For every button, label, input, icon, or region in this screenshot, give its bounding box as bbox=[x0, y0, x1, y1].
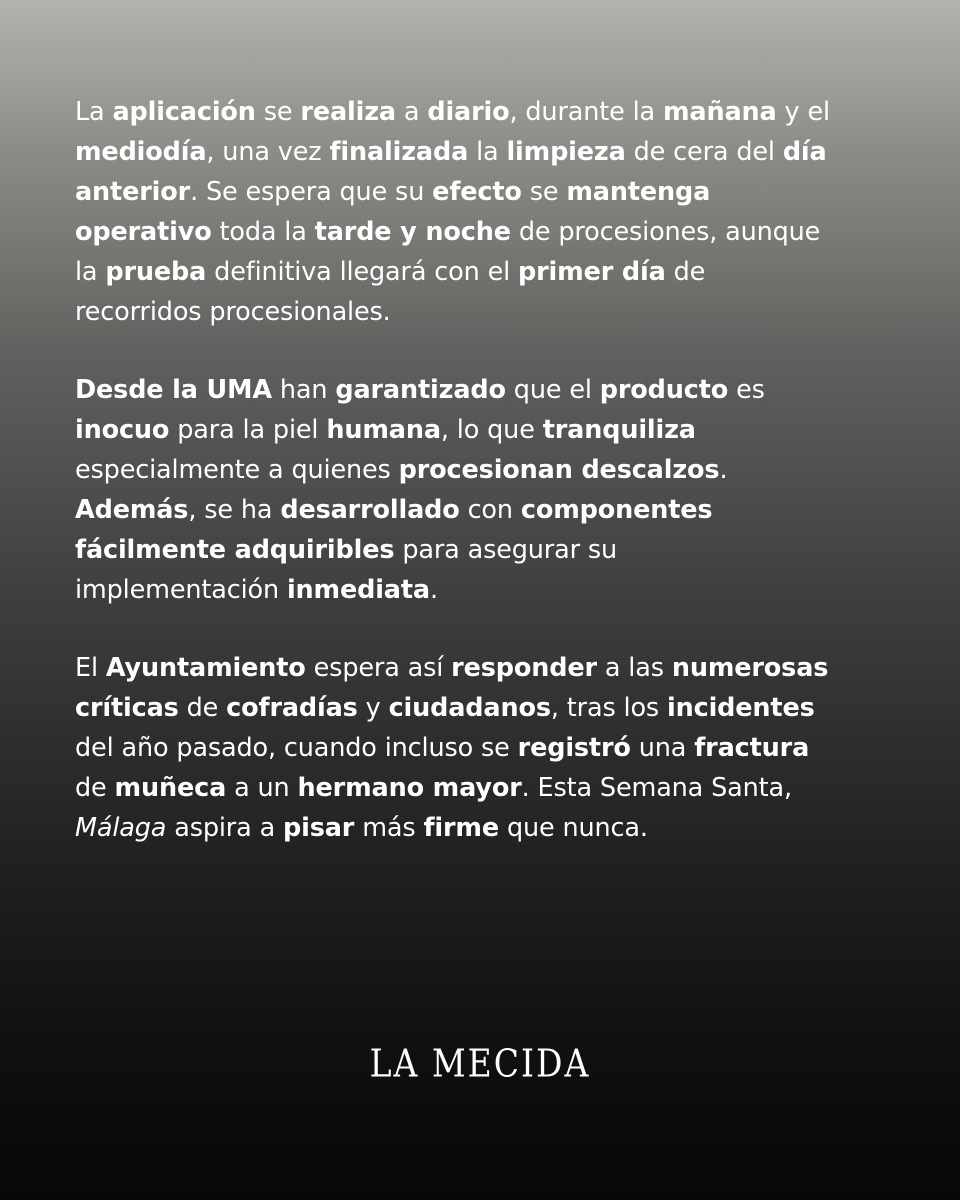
text-run: , una vez bbox=[206, 137, 330, 167]
text-run: la bbox=[468, 137, 507, 167]
text-line bbox=[75, 728, 895, 768]
text-run: con bbox=[459, 495, 521, 525]
bold-text: desarrollado bbox=[280, 495, 460, 525]
bold-text: primer día bbox=[518, 257, 666, 287]
bold-text: componentes bbox=[520, 495, 713, 525]
paragraph bbox=[75, 92, 895, 332]
bold-text: responder bbox=[451, 653, 597, 683]
article-body bbox=[75, 92, 895, 886]
text-line bbox=[75, 688, 895, 728]
text-run: , tras los bbox=[550, 693, 668, 723]
text-run: , se ha bbox=[188, 495, 281, 525]
text-run: aspira a bbox=[166, 813, 284, 843]
brand-logo-text: LA MECIDA bbox=[369, 1041, 591, 1086]
bold-text: cofradías bbox=[226, 693, 358, 723]
text-run: de bbox=[178, 693, 227, 723]
text-run: se bbox=[521, 177, 567, 207]
text-line bbox=[75, 450, 895, 490]
bold-text: fácilmente adquiribles bbox=[75, 535, 395, 565]
bold-text: ciudadanos bbox=[388, 693, 551, 723]
text-run: implementación bbox=[75, 575, 287, 605]
text-line bbox=[75, 212, 895, 252]
bold-text: muñeca bbox=[114, 773, 227, 803]
bold-text: Además bbox=[75, 495, 189, 525]
text-run: , lo que bbox=[440, 415, 543, 445]
bold-text: día bbox=[782, 137, 827, 167]
text-run: han bbox=[271, 375, 336, 405]
text-line bbox=[75, 768, 895, 808]
bold-text: Desde la UMA bbox=[75, 375, 272, 405]
text-line bbox=[75, 132, 895, 172]
text-line bbox=[75, 808, 895, 848]
text-run: que el bbox=[505, 375, 600, 405]
bold-text: fractura bbox=[694, 733, 810, 763]
text-run: El bbox=[75, 653, 106, 683]
bold-text: mañana bbox=[662, 97, 777, 127]
bold-text: firme bbox=[423, 813, 499, 843]
text-run: se bbox=[255, 97, 301, 127]
bold-text: anterior bbox=[75, 177, 191, 207]
bold-text: Ayuntamiento bbox=[105, 653, 306, 683]
text-run: espera así bbox=[305, 653, 452, 683]
text-line bbox=[75, 292, 895, 332]
text-run: la bbox=[75, 257, 106, 287]
bold-text: mantenga bbox=[566, 177, 711, 207]
text-line bbox=[75, 172, 895, 212]
bold-text: inmediata bbox=[286, 575, 430, 605]
text-line bbox=[75, 530, 895, 570]
bold-text: garantizado bbox=[335, 375, 506, 405]
text-run: La bbox=[75, 97, 113, 127]
bold-text: limpieza bbox=[506, 137, 626, 167]
bold-text: realiza bbox=[300, 97, 396, 127]
text-run: de bbox=[75, 773, 115, 803]
bold-text: diario bbox=[427, 97, 510, 127]
bold-text: numerosas bbox=[671, 653, 829, 683]
text-run: para la piel bbox=[169, 415, 327, 445]
bold-text: efecto bbox=[432, 177, 522, 207]
bold-text: inocuo bbox=[75, 415, 170, 445]
bold-text: aplicación bbox=[112, 97, 256, 127]
text-line bbox=[75, 490, 895, 530]
italic-text: Málaga bbox=[75, 813, 167, 843]
text-run: es bbox=[728, 375, 765, 405]
text-run: a bbox=[395, 97, 428, 127]
text-line bbox=[75, 370, 895, 410]
text-run: . Esta Semana Santa, bbox=[521, 773, 792, 803]
text-line bbox=[75, 648, 895, 688]
text-run: del año pasado, cuando incluso se bbox=[75, 733, 518, 763]
text-line bbox=[75, 252, 895, 292]
text-run: más bbox=[354, 813, 424, 843]
text-run: recorridos procesionales. bbox=[75, 297, 391, 327]
bold-text: operativo bbox=[75, 217, 212, 247]
bold-text: prueba bbox=[105, 257, 207, 287]
paragraph bbox=[75, 370, 895, 610]
bold-text: tranquiliza bbox=[542, 415, 696, 445]
text-line bbox=[75, 92, 895, 132]
bold-text: pisar bbox=[283, 813, 355, 843]
bold-text: incidentes bbox=[667, 693, 815, 723]
text-run: y el bbox=[776, 97, 830, 127]
text-run: para asegurar su bbox=[394, 535, 618, 565]
bold-text: tarde y noche bbox=[314, 217, 511, 247]
text-run: , durante la bbox=[509, 97, 663, 127]
bold-text: registró bbox=[517, 733, 631, 763]
text-run: . bbox=[719, 455, 728, 485]
bold-text: hermano mayor bbox=[297, 773, 522, 803]
text-run: a las bbox=[596, 653, 672, 683]
bold-text: críticas bbox=[75, 693, 179, 723]
text-run: a un bbox=[226, 773, 298, 803]
text-line bbox=[75, 410, 895, 450]
bold-text: procesionan descalzos bbox=[398, 455, 720, 485]
text-run: de procesiones, aunque bbox=[510, 217, 821, 247]
text-run: de cera del bbox=[625, 137, 783, 167]
text-line bbox=[75, 570, 895, 610]
bold-text: humana bbox=[326, 415, 441, 445]
paragraph bbox=[75, 648, 895, 848]
bold-text: finalizada bbox=[329, 137, 469, 167]
text-run: toda la bbox=[211, 217, 315, 247]
text-run: . bbox=[429, 575, 438, 605]
brand-logo bbox=[0, 1041, 960, 1086]
text-run: de bbox=[665, 257, 706, 287]
text-run: definitiva llegará con el bbox=[206, 257, 519, 287]
text-run: una bbox=[630, 733, 695, 763]
text-run: especialmente a quienes bbox=[75, 455, 399, 485]
bold-text: producto bbox=[599, 375, 729, 405]
text-run: . Se espera que su bbox=[190, 177, 433, 207]
text-run: y bbox=[357, 693, 389, 723]
bold-text: mediodía bbox=[75, 137, 207, 167]
text-run: que nunca. bbox=[498, 813, 648, 843]
